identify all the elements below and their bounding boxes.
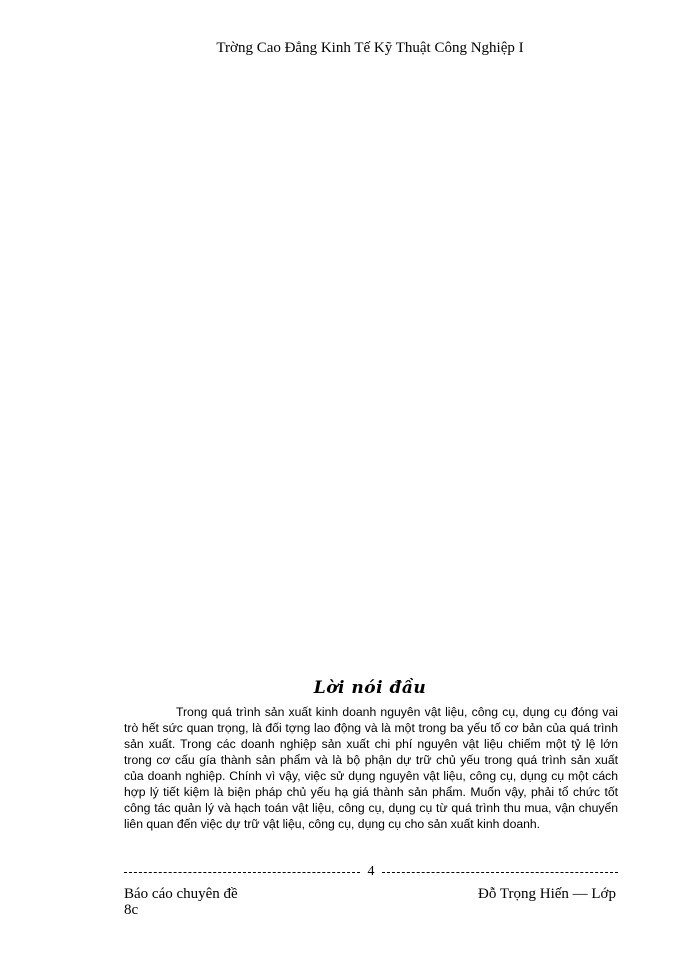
body-text <box>124 704 618 832</box>
footer-author: Đỗ Trọng Hiến — Lớp <box>478 886 616 902</box>
footer-left <box>124 886 238 918</box>
introduction-paragraph: Trong quá trình sản xuất kinh doanh nguyên vật liệu, công cụ, dụng cụ đóng vai trò hết sức quan trọng, là đối tợng lao động và là một trong ba yếu tố cơ bản của quá trình sản xuất. Trong các doanh nghiệp sản xuất chi phí nguyên vật liệu chiếm một tỷ lệ lớn trong cơ cấu gía thành sản phẩm và là bộ phận dự trữ chủ yếu trong quá trình sản xuất của doanh nghiệp. Chính vì vậy, việc sử dụng nguyên vật liệu, công cụ, dụng cụ một cách hợp lý tiết kiệm là biện pháp chủ yếu hạ giá thành sản phẩm. Muốn vậy, phải tổ chức tốt công tác quản lý và hạch toán vật liệu, công cụ, dụng cụ từ quá trình thu mua, vận chuyển liên quan đến việc dự trữ vật liệu, công cụ, dụng cụ cho sản xuất kinh doanh. <box>124 705 618 831</box>
page-number: 4 <box>360 864 382 880</box>
section-title: Lời nói đầu <box>313 678 427 698</box>
page-header: Trờng Cao Đẳng Kinh Tế Kỹ Thuật Công Nghiệp I <box>216 40 524 56</box>
footer-divider-left <box>124 872 360 873</box>
footer-divider-right <box>382 872 618 873</box>
class-code: 8c <box>124 902 139 918</box>
report-type: Báo cáo chuyên đề <box>124 886 238 902</box>
